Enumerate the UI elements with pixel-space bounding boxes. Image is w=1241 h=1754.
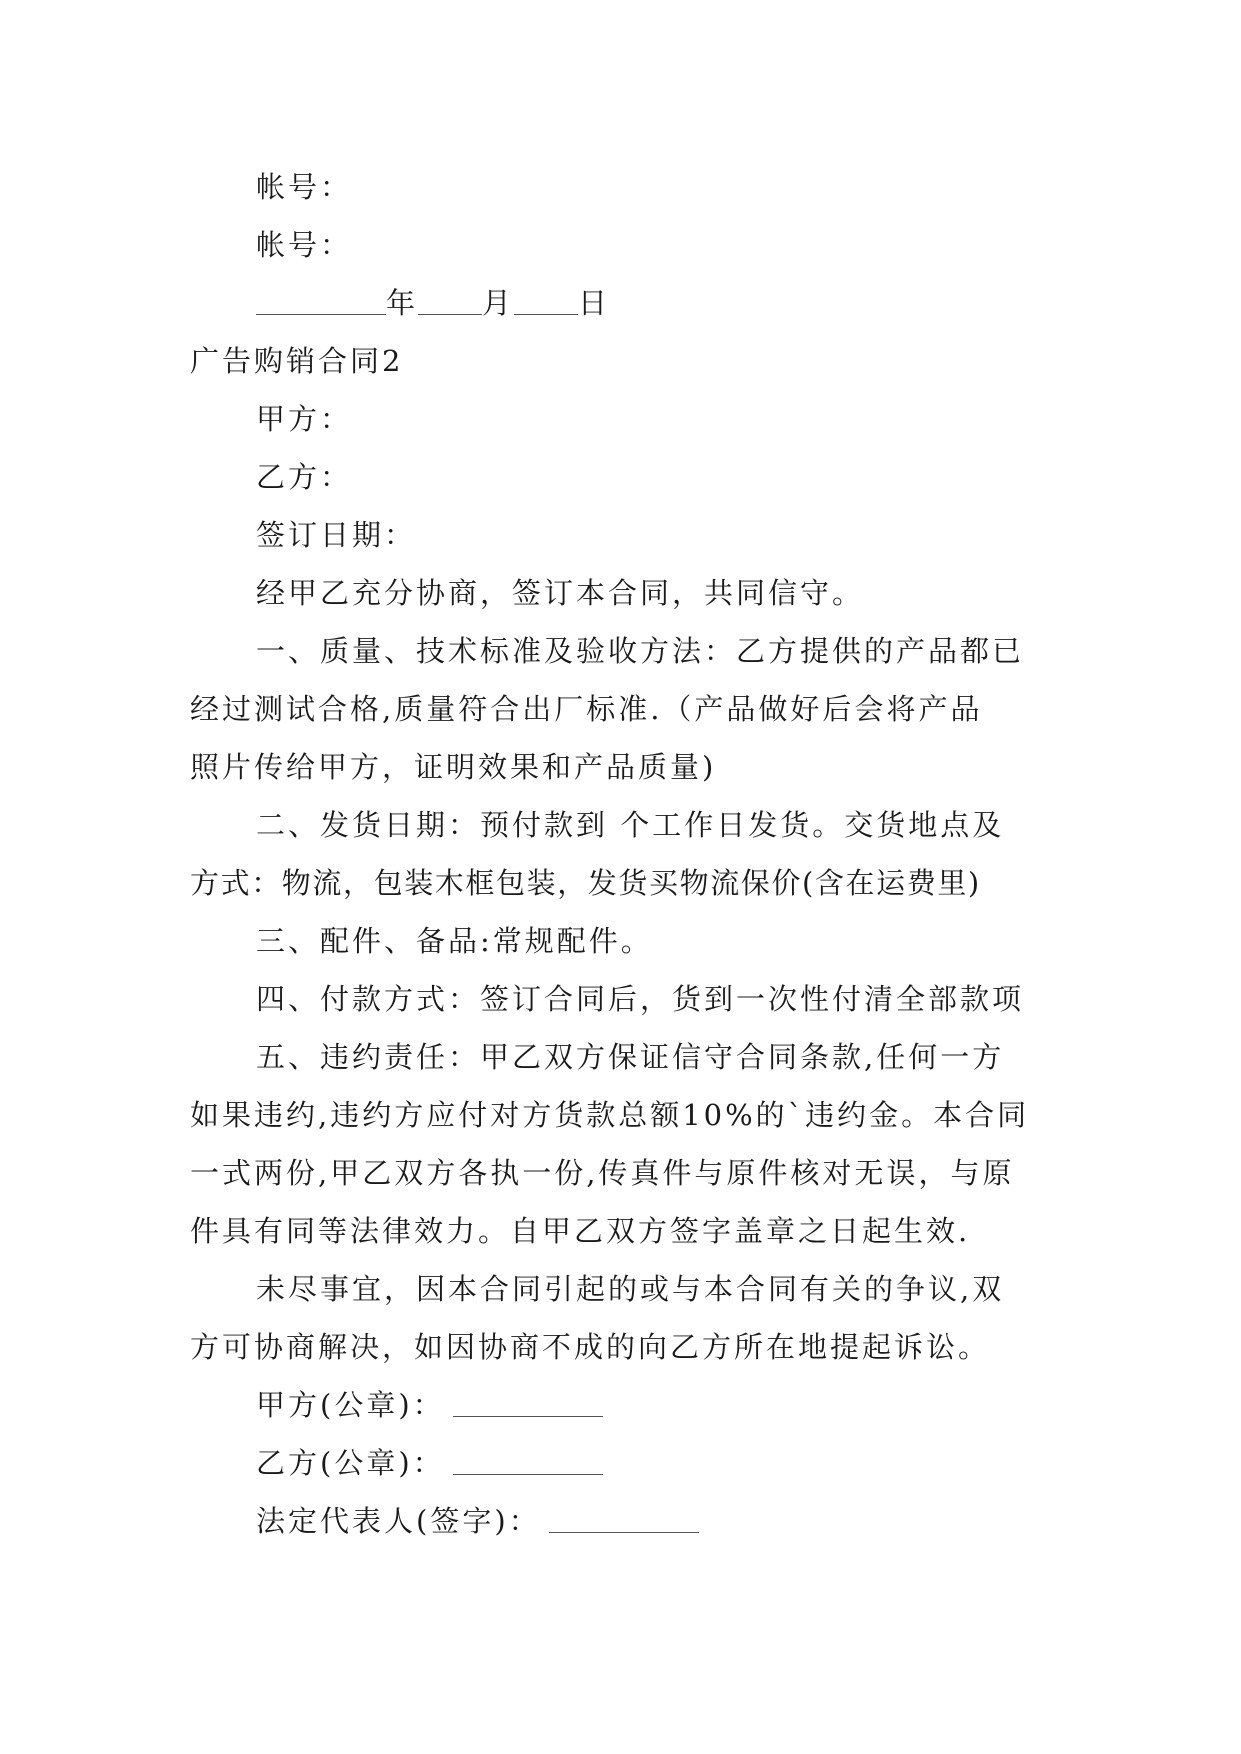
paragraph-line: 如果违约,违约方应付对方货款总额10%的`违约金。本合同 <box>190 1098 1030 1132</box>
party-b-field: 乙方： <box>256 460 353 494</box>
account-label-2: 帐号： <box>256 228 353 262</box>
signature-label: 乙方(公章)： <box>256 1446 445 1480</box>
party-a-field: 甲方： <box>256 402 353 436</box>
signature-blank <box>549 1506 699 1533</box>
paragraph-line: 一式两份,甲乙双方各执一份,传真件与原件核对无误，与原 <box>190 1156 1015 1190</box>
signature-legal-rep <box>190 1492 1050 1550</box>
paragraph-line: 经甲乙充分协商，签订本合同，共同信守。 <box>256 576 865 610</box>
paragraph-line: 五、违约责任：甲乙双方保证信守合同条款,任何一方 <box>256 1040 1005 1074</box>
date-line <box>190 274 1050 332</box>
paragraph-line: 未尽事宜，因本合同引起的或与本合同有关的争议,双 <box>256 1272 1005 1306</box>
signature-party-a <box>190 1376 1050 1434</box>
paragraph-line: 照片传给甲方，证明效果和产品质量) <box>190 750 717 784</box>
paragraph-line: 经过测试合格,质量符合出厂标准.（产品做好后会将产品 <box>190 692 983 726</box>
paragraph-line: 方式：物流，包装木框包装，发货买物流保价(含在运费里) <box>190 866 981 900</box>
day-label: 日 <box>578 286 611 320</box>
contract-title: 广告购销合同2 <box>190 344 404 378</box>
paragraph-line: 件具有同等法律效力。自甲乙双方签字盖章之日起生效. <box>190 1214 971 1248</box>
month-blank <box>418 288 482 315</box>
paragraph-line: 一、质量、技术标准及验收方法：乙方提供的产品都已 <box>256 634 1025 668</box>
paragraph-line: 二、发货日期：预付款到 个工作日发货。交货地点及 <box>256 808 1005 842</box>
signature-blank <box>453 1448 603 1475</box>
account-label-1: 帐号： <box>256 170 353 204</box>
contract-body <box>190 158 1050 1550</box>
month-label: 月 <box>482 286 515 320</box>
year-label: 年 <box>386 286 419 320</box>
signature-label: 法定代表人(签字)： <box>256 1504 541 1538</box>
paragraph-line: 四、付款方式：签订合同后，货到一次性付清全部款项 <box>256 982 1025 1016</box>
signature-blank <box>453 1390 603 1417</box>
signature-label: 甲方(公章)： <box>256 1388 445 1422</box>
paragraph-line: 方可协商解决，如因协商不成的向乙方所在地提起诉讼。 <box>190 1330 991 1364</box>
year-blank <box>256 288 386 315</box>
signature-party-b <box>190 1434 1050 1492</box>
day-blank <box>514 288 578 315</box>
paragraph-line: 三、配件、备品:常规配件。 <box>256 924 653 958</box>
signing-date-field: 签订日期： <box>256 518 417 552</box>
